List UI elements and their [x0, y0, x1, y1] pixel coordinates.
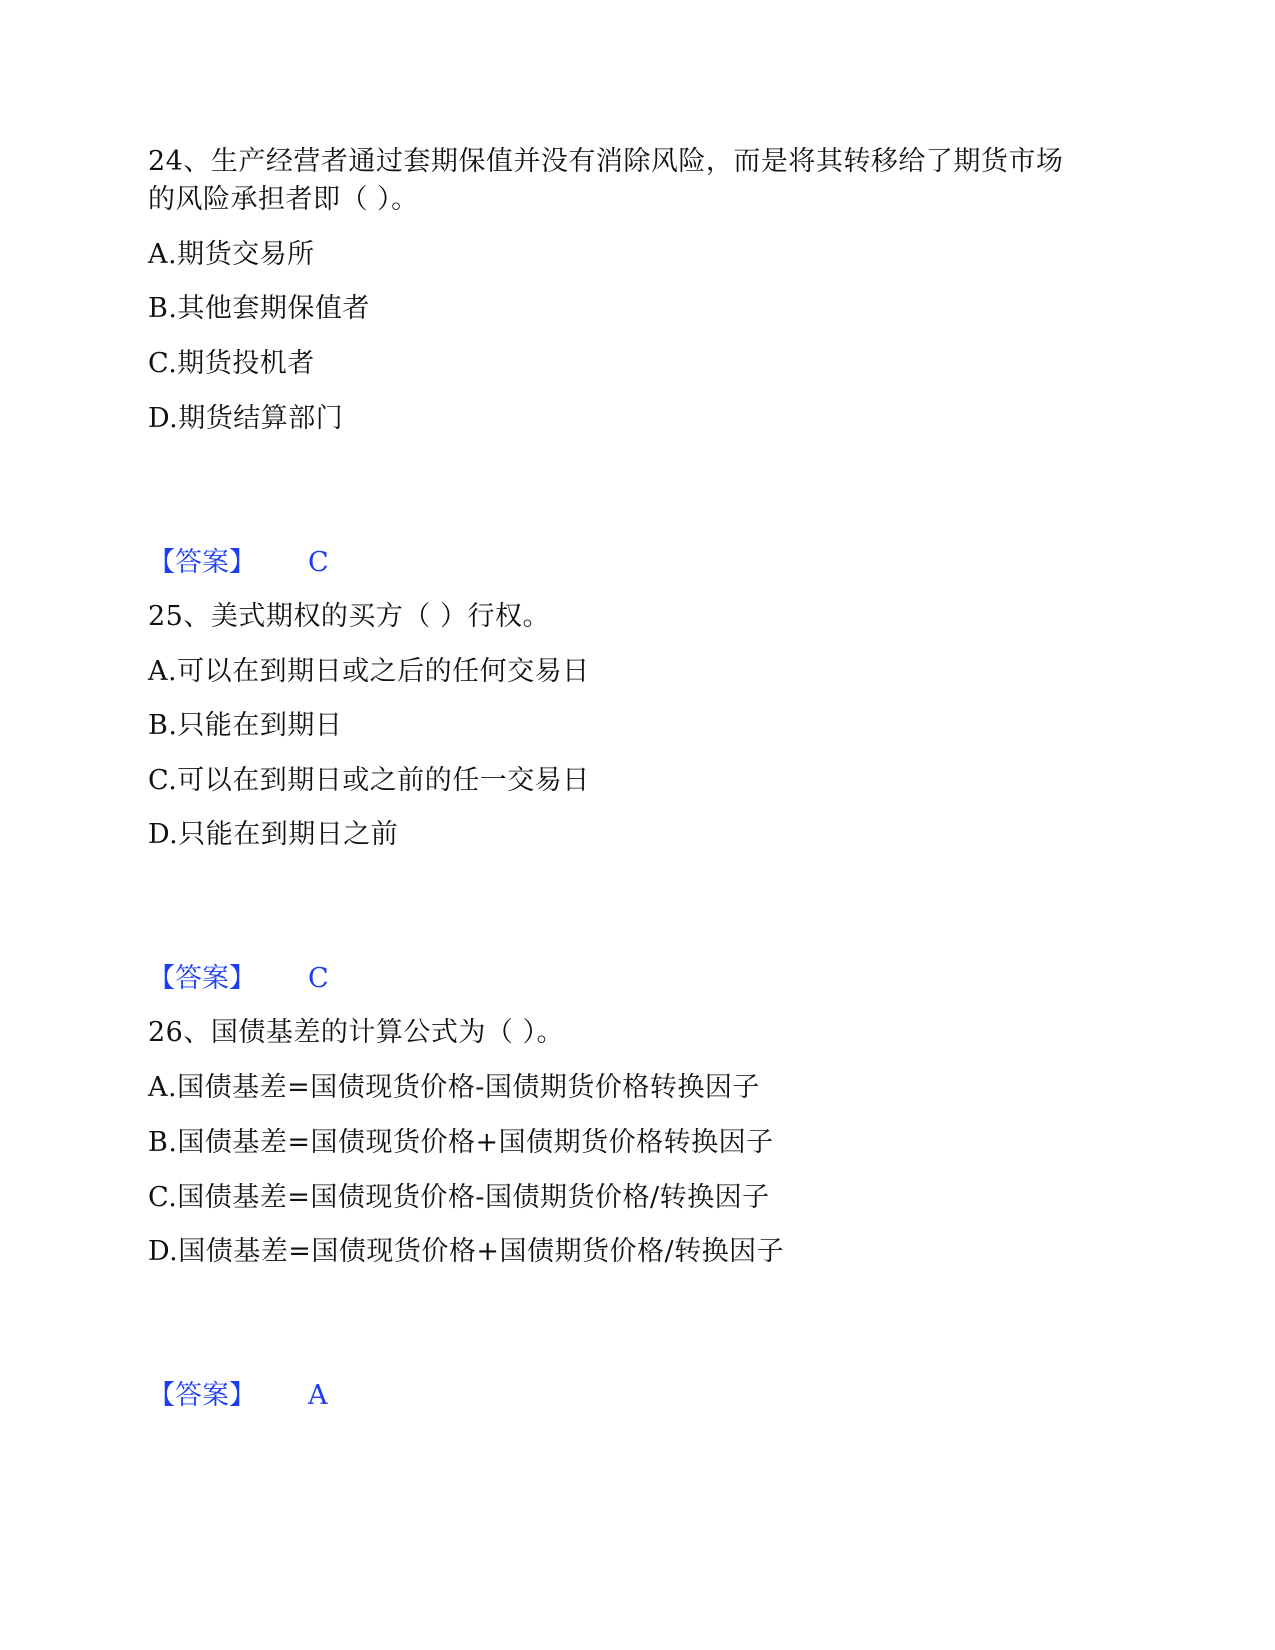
answer-label: 【答案】 — [148, 1380, 256, 1411]
question-26-option-d: D.国债基差=国债现货价格+国债期货价格/转换因子 — [148, 1236, 785, 1267]
question-24-stem-line-1: 24、生产经营者通过套期保值并没有消除风险，而是将其转移给了期货市场 — [148, 146, 1064, 177]
answer-label: 【答案】 — [148, 547, 256, 578]
question-25-option-c: C.可以在到期日或之前的任一交易日 — [148, 765, 590, 796]
question-25-answer — [148, 960, 329, 998]
question-25-option-a: A.可以在到期日或之后的任何交易日 — [148, 656, 590, 687]
question-24-option-c: C.期货投机者 — [148, 348, 315, 379]
answer-value: C — [308, 963, 329, 994]
question-26-answer — [148, 1377, 328, 1415]
question-25-option-d: D.只能在到期日之前 — [148, 819, 399, 850]
answer-value: A — [308, 1380, 328, 1411]
question-24-option-a: A.期货交易所 — [148, 239, 315, 270]
question-26-option-c: C.国债基差=国债现货价格-国债期货价格/转换因子 — [148, 1182, 770, 1213]
question-26-option-b: B.国债基差=国债现货价格+国债期货价格转换因子 — [148, 1127, 774, 1158]
question-26-stem: 26、国债基差的计算公式为（ ）。 — [148, 1017, 564, 1048]
question-24-stem-line-2: 的风险承担者即（ ）。 — [148, 184, 419, 215]
question-24-option-d: D.期货结算部门 — [148, 403, 344, 434]
question-25-stem: 25、美式期权的买方（ ）行权。 — [148, 601, 550, 632]
answer-value: C — [308, 547, 329, 578]
answer-label: 【答案】 — [148, 963, 256, 994]
question-24-answer — [148, 544, 329, 582]
question-26-option-a: A.国债基差=国债现货价格-国债期货价格转换因子 — [148, 1072, 760, 1103]
question-24-option-b: B.其他套期保值者 — [148, 293, 370, 324]
question-25-option-b: B.只能在到期日 — [148, 710, 343, 741]
